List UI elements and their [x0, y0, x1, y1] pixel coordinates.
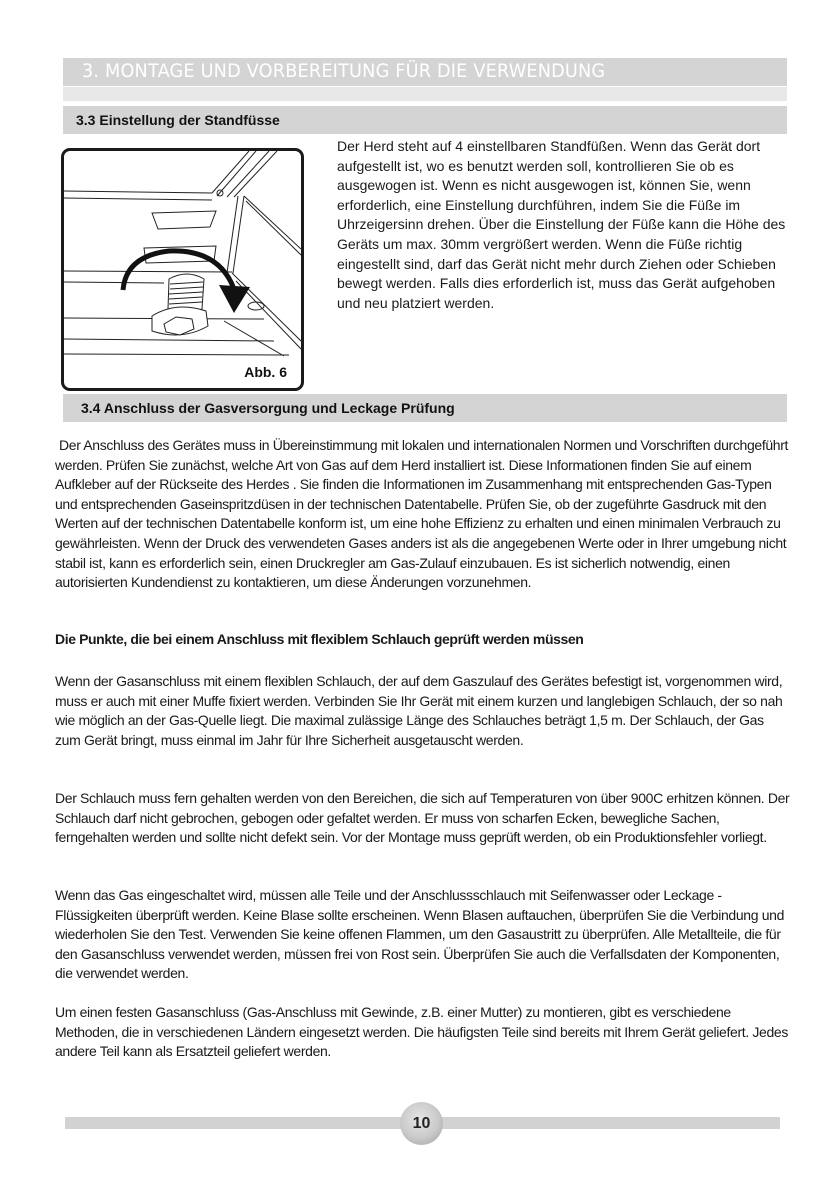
paragraph-fixed-connection: Um einen festen Gasanschluss (Gas-Anschluss mit Gewinde, z.B. einer Mutter) zu montieren, gibt es verschiedene Methoden, die in verschiedenen Ländern eingesetzt werden. Die häufigsten Teile sind bereits mit Ihrem Gerät geliefert. Jedes andere Teil kann als Ersatzteil geliefert werden. [55, 1004, 789, 1060]
section-3-3-heading: 3.3 Einstellung der Standfüsse [76, 112, 280, 128]
figure-caption: Abb. 6 [244, 364, 287, 380]
chapter-title: 3. MONTAGE UND VORBEREITUNG FÜR DIE VERWENDUNG [82, 60, 606, 82]
chapter-subbar-divider [63, 87, 787, 101]
flexible-hose-subheading: Die Punkte, die bei einem Anschluss mit flexiblem Schlauch geprüft werden müssen [55, 631, 584, 647]
paragraph-gas-connection: Der Anschluss des Gerätes muss in Übereinstimmung mit lokalen und internationalen Normen und Vorschriften durchgeführt werden. Prüfen Sie zunächst, welche Art von Gas auf dem Herd installiert ist. Diese Informationen finden Sie auf einem Aufkleber auf der Rückseite des Herdes . Sie finden die Informationen im Zusammenhang mit entsprechenden Gas-Typen und entsprechenden Gaseinspritzdüsen in der technischen Datentabelle. Prüfen Sie, ob der zugeführte Gasdruck mit den Werten auf der technischen Datentabelle konform ist, um eine hohe Effizienz zu erhalten und einen minimalen Verbrauch zu gewährleisten. Wenn der Druck des verwendeten Gases anders ist als die angegebenen Werte oder in Ihrer umgebung nicht stabil ist, kann es erforderlich sein, einen Druckregler am Gas-Zulauf einzubauen. Es ist sicherlich notwendig, einen autorisierten Kundendienst zu kontaktieren, um diese Änderungen vorzunehmen. [55, 437, 789, 591]
section-3-4-heading-bar [63, 394, 787, 422]
section-3-3-text: Der Herd steht auf 4 einstellbaren Standfüßen. Wenn das Gerät dort aufgestellt ist, wo es benutzt werden soll, kontrollieren Sie ob es ausgewogen ist. Wenn es nicht ausgewogen ist, können Sie, wenn erforderlich, eine Einstellung durchführen, indem Sie die Füße im Uhrzeigersinn drehen. Über die Einstellung der Füße kann die Höhe des Geräts um max. 30mm vergrößert werden. Wenn die Füße richtig eingestellt sind, darf das Gerät nicht mehr durch Ziehen oder Schieben bewegt werden. Falls dies erforderlich ist, muss das Gerät aufgehoben und neu platziert werden. [337, 138, 786, 311]
page-number-badge [400, 1102, 443, 1145]
paragraph-flexible-hose: Wenn der Gasanschluss mit einem flexiblen Schlauch, der auf dem Gaszulauf des Gerätes befestigt ist, vorgenommen wird, muss er auch mit einer Muffe fixiert werden. Verbinden Sie Ihr Gerät mit einem kurzen und langlebigen Schlauch, der so nah wie möglich an der Gas-Quelle liegt. Die maximal zulässige Länge des Schlauches beträgt 1,5 m. Der Schlauch, der Gas zum Gerät bringt, muss einmal im Jahr für Ihre Sicherheit ausgetauscht werden. [55, 673, 783, 748]
page-number: 10 [412, 1114, 431, 1132]
figure-abb-6 [61, 148, 304, 391]
section-3-4-heading: 3.4 Anschluss der Gasversorgung und Leckage Prüfung [81, 400, 455, 416]
paragraph-hose-safety: Der Schlauch muss fern gehalten werden von den Bereichen, die sich auf Temperaturen von über 900C erhitzen können. Der Schlauch darf nicht gebrochen, gebogen oder gefaltet werden. Er muss von scharfen Ecken, bewegliche Sachen, ferngehalten werden und sollte nicht defekt sein. Vor der Montage muss geprüft werden, ob ein Produktionsfehler vorliegt. [55, 790, 790, 846]
adjustable-foot-illustration [64, 151, 301, 388]
section-3-3-heading-bar [63, 106, 787, 134]
paragraph-leak-test: Wenn das Gas eingeschaltet wird, müssen alle Teile und der Anschlussschlauch mit Seifenwasser oder Leckage - Flüssigkeiten überprüft werden. Keine Blase sollte erscheinen. Wenn Blasen auftauchen, überprüfen Sie die Verbindung und wiederholen Sie den Test. Verwenden Sie keine offenen Flammen, um den Gasaustritt zu überprüfen. Alle Metallteile, die für den Gasanschluss verwendet werden, müssen frei von Rost sein. Überprüfen Sie auch die Verfallsdaten der Komponenten, die verwendet werden. [55, 887, 785, 982]
chapter-title-bar [63, 58, 787, 86]
